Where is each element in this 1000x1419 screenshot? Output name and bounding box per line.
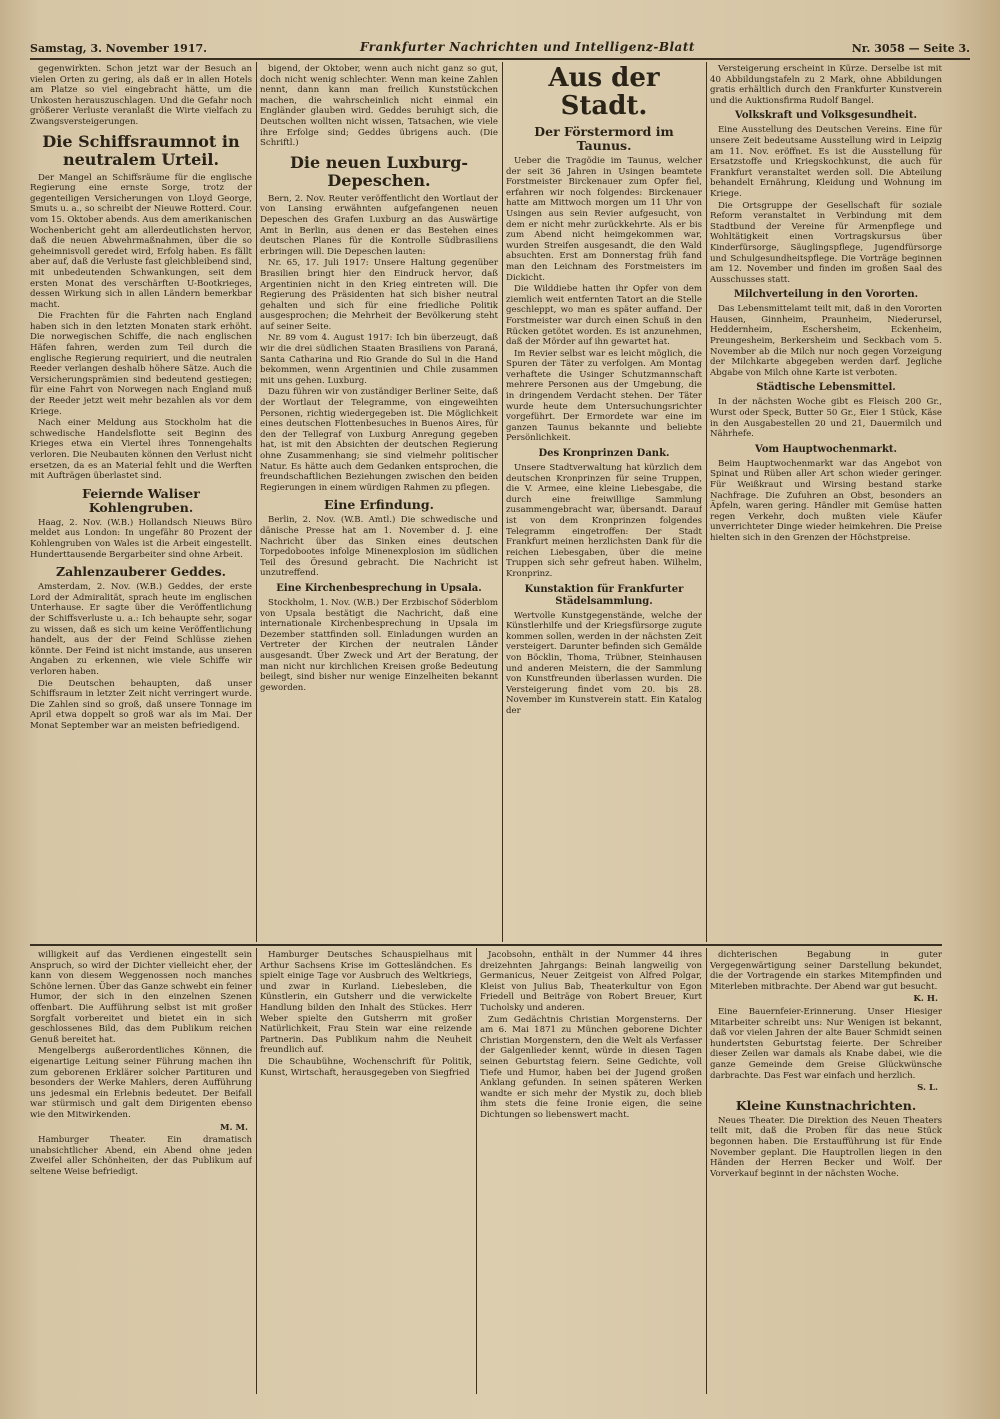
signature: S. L. (917, 1083, 938, 1094)
headline-kunstnachrichten: Kleine Kunstnachrichten. (735, 1097, 917, 1113)
paragraph: bigend, der Oktober, wenn auch nicht ganz so gut, doch nicht wenig schlechter. Wenn man keine Zahlen nennt, dann kann man freilich Kunststückchen machen, die wahrscheinlich nicht einmal ein Engländer glauben wird. Geddes beruhigt sich, die Deutschen wollten nicht wissen, Tatsachen, wie viele ihre Erfolge sind; Geddes übrigens auch. (Die Schriftl.) (260, 64, 498, 149)
paragraph: Die Deutschen behaupten, daß unser Schiffsraum in letzter Zeit nicht verringert wurde. Die Zahlen sind so groß, daß unsere Tonnage im April etwa doppelt so groß war als im Mai. Der Monat September war an meisten befriedigend. (30, 678, 252, 731)
headline-schiffsraumnot: Die Schiffsraumnot in neutralem Urteil. (42, 131, 240, 169)
section-title-aus-der-stadt: Aus der Stadt. (548, 64, 660, 121)
paragraph: Berlin, 2. Nov. (W.B. Amtl.) Die schwedische und dänische Presse hat am 1. November d. J. eine Nachricht über das Sinken eines deutschen Torpedobootes infolge Minenexplosion im südlichen Teil des Öresund gebracht. Die Nachricht ist unzutreffend. (260, 515, 498, 579)
column-rule (256, 62, 257, 942)
paragraph: willigkeit auf das Verdienen eingestellt sein Anspruch, so wird der Dichter vielleicht eher, der kann von diesem Weggenossen noch manches Schöne lernen. Über das Ganze schwebt ein feiner Humor, der sich in den einzelnen Szenen offenbart. Die Aufführung selbst ist mit großer Sorgfalt vorbereitet und bietet ein in sich geschlossenes Bild, das dem Publikum reichen Genuß bereitet hat. (30, 950, 252, 1045)
page-header (30, 28, 970, 60)
column-rule (256, 948, 257, 1394)
paragraph: gegenwirkten. Schon jetzt war der Besuch an vielen Orten zu gering, als daß er in allen Hotels am Platze so viel eingebracht hätte, um die Unkosten herauszuschlagen. Und die Gefahr noch größerer Verluste veranlaßt die Wirte vielfach zu Zwangsversteigerungen. (30, 64, 252, 127)
section-divider (30, 944, 942, 946)
paragraph: Nr. 89 vom 4. August 1917: Ich bin überzeugt, daß wir die drei südlichen Staaten Brasiliens von Paraná, Santa Catharina und Rio Grande do Sul in die Hand bekommen, wenn Argentinien und Chile zusammen mit uns gehen. Luxburg. (260, 333, 498, 386)
paragraph: Nach einer Meldung aus Stockholm hat die schwedische Handelsflotte seit Beginn des Krieges etwa ein Viertel ihres Tonnengehalts verloren. Die Neubauten können den Verlust nicht ersetzen, da es an Material fehlt und die Werften mit Aufträgen überlastet sind. (30, 418, 252, 482)
paragraph: Zum Gedächtnis Christian Morgensterns. Der am 6. Mai 1871 zu München geborene Dichter Christian Morgenstern, den die Welt als Verfasser der Galgenlieder kennt, würde in diesen Tagen seinen Geburtstag feiern. Seine Gedichte, voll Tiefe und Humor, haben bei der Jugend großen Anklang gefunden. In seinen späteren Werken wandte er sich mehr der Mystik zu, doch blieb ihm stets die feine Ironie eigen, die seine Dichtungen so liebenswert macht. (480, 1014, 702, 1120)
headline-erfindung: Eine Erfindung. (324, 497, 434, 513)
headline-kunstaktion: Kunstaktion für Frankfurter Städelsammlung. (524, 583, 684, 607)
paragraph: Hamburger Theater. Ein dramatisch unabsichtlicher Abend, ein Abend ohne jeden Zweifel aller Schönheiten, der das Publikum auf seltene Weise befriedigt. (30, 1135, 252, 1177)
bottom-column-4 (710, 950, 942, 1392)
paragraph: Die Ortsgruppe der Gesellschaft für soziale Reform veranstaltet in Verbindung mit dem Stadtbund der Vereine für Armenpflege und Wohltätigkeit einen Vortragskursus über Kinderfürsorge, Säuglingspflege, Jugendfürsorge und Schulgesundheitspflege. Die Vorträge beginnen am 12. November und finden im großen Saal des Ausschusses statt. (710, 200, 942, 285)
column-4 (710, 64, 942, 940)
column-rule (706, 948, 707, 1394)
bottom-column-1 (30, 950, 252, 1392)
paragraph: Neues Theater. Die Direktion des Neuen Theaters teilt mit, daß die Proben für das neue Stück begonnen haben. Die Erstaufführung ist für Ende November geplant. Die Hauptrollen liegen in den Händen der Herren Becker und Wolf. Der Vorverkauf beginnt in der nächsten Woche. (710, 1115, 942, 1179)
headline-foerstermord: Der Förstermord im Taunus. (534, 124, 674, 153)
headline-luxburg: Die neuen Luxburg-Depeschen. (289, 152, 469, 190)
headline-geddes: Zahlenzauberer Geddes. (55, 564, 226, 580)
paragraph: Das Lebensmittelamt teilt mit, daß in den Vororten Hausen, Ginnheim, Praunheim, Niederursel, Heddernheim, Eschersheim, Eckenheim, Preungesheim, Berkersheim und Seckbach vom 5. November ab die Milch nur noch gegen Vorzeigung der Milchkarte abgegeben werden darf. Jegliche Abgabe von Milch ohne Karte ist verboten. (710, 304, 942, 378)
paragraph: Hamburger Deutsches Schauspielhaus mit Arthur Sachsens Krise im Gottesländchen. Es spielt einige Tage vor Ausbruch des Weltkriegs, und zwar in Kurland. Liebesleben, die Künstlerin, ein Gutsherr und die verwickelte Handlung bilden den Inhalt des Stückes. Herr Weber spielte den Gutsherrn mit großer Natürlichkeit, Frau Stein war eine reizende Partnerin. Das Publikum nahm die Neuheit freundlich auf. (260, 950, 472, 1056)
headline-kohlengruben: Feiernde Waliser Kohlengruben. (82, 485, 200, 515)
paragraph: dichterischen Begabung in guter Vergegenwärtigung seiner Darstellung bekundet, die der Vortragende ein starkes Mitempfinden und Miterleben mitbrachte. Der Abend war gut besucht. (710, 950, 942, 992)
paragraph: Bern, 2. Nov. Reuter veröffentlicht den Wortlaut der von Lansing erwähnten aufgefangenen neuen Depeschen des Grafen Luxburg an das Auswärtige Amt in Berlin, aus denen er das Bestehen eines deutschen Planes für die Kontrolle Südbrasiliens erbringen will. Die Depeschen lauten: (260, 193, 498, 257)
paragraph: Unsere Stadtverwaltung hat kürzlich dem deutschen Kronprinzen für seine Truppen, die V. Armee, eine kleine Liebesgabe, die durch eine freiwillige Sammlung zusammengebracht war, übersandt. Darauf ist von dem Kronprinzen folgendes Telegramm eingetroffen: Der Stadt Frankfurt meinen herzlichsten Dank für die reichen Liebesgaben, über die meine Truppen sich sehr gefreut haben. Wilhelm, Kronprinz. (506, 463, 702, 579)
headline-volksgesundheit: Volkskraft und Volksgesundheit. (735, 110, 917, 122)
signature: K. H. (913, 994, 938, 1005)
headline-wochenmarkt: Vom Hauptwochenmarkt. (754, 443, 897, 455)
paragraph: Der Mangel an Schiffsräume für die englische Regierung eine ernste Sorge, trotz der gegenteiligen Versicherungen von Lloyd George, Smuts u. a., so schreibt der Nieuwe Rotterd. Cour. vom 15. Oktober abends. Aus dem amerikanischen Wochenbericht geht am allerdeutlichsten hervor, daß die neuen Abwehrmaßnahmen, über die so geheimnisvoll geredet wird, Erfolg haben. Es fällt aber auf, daß die Verluste fast gleichbleibend sind, mit unbedeutenden Schwankungen, seit dem ersten Monat des verschärften U-Bootkrieges, dessen Wirkung sich in allen Ländern bemerkbar macht. (30, 172, 252, 310)
paragraph: Im Revier selbst war es leicht möglich, die Spuren der Täter zu verfolgen. Am Montag verhaftete die Usinger Schutzmannschaft mehrere Personen aus der Umgebung, die in dringendem Verdacht stehen. Der Täter wurde heute dem Untersuchungsrichter vorgeführt. Der Ermordete war eine im ganzen Taunus bekannte und beliebte Persönlichkeit. (506, 348, 702, 444)
paragraph: Eine Bauernfeier-Erinnerung. Unser Hiesiger Mitarbeiter schreibt uns: Nur Wenigen ist bekannt, daß vor vielen Jahren der alte Bauer Schmidt seinen hundertsten Geburtstag feierte. Der Schreiber dieser Zeilen war damals als Knabe dabei, wie die ganze Gemeinde dem Greise Glückwünsche darbrachte. Das Fest war einfach und herzlich. (710, 1006, 942, 1081)
paragraph: Jacobsohn, enthält in der Nummer 44 ihres dreizehnten Jahrgangs: Beinah langweilig von Germanicus, Neuer Zeitgeist von Alfred Polgar, Kleist von Julius Bab, Theaterkultur von Egon Friedell und Beiträge von Robert Breuer, Kurt Tucholsky und anderen. (480, 950, 702, 1013)
column-rule (502, 62, 503, 942)
paragraph: Beim Hauptwochenmarkt war das Angebot von Spinat und Rüben aller Art schon wieder geringer. Für Weißkraut und Wirsing bestand starke Nachfrage. Die Zufuhren an Obst, besonders an Äpfeln, waren gering. Händler mit Gemüse hatten regen Verkehr, doch mußten viele Käufer unverrichteter Dinge wieder heimkehren. Die Preise hielten sich in den Grenzen der Höchstpreise. (710, 458, 942, 543)
column-rule (476, 948, 477, 1394)
signature: M. M. (219, 1122, 248, 1133)
paragraph: Dazu führen wir von zuständiger Berliner Seite, daß der Wortlaut der Telegramme, von eingeweihten Personen, richtig wiedergegeben ist. Die Möglichkeit eines deutschen Flottenbesuches in Buenos Aires, für den der Tellegraf von Luxburg Anregung gegeben hat, ist mit den Absichten der deutschen Regierung ohne Zusammenhang; sie sind vielmehr politischer Natur. Es hätte auch dem Gedanken entsprochen, die freundschaftlichen Beziehungen zwischen den beiden Regierungen in einem würdigen Rahmen zu pflegen. (260, 387, 498, 493)
column-rule (706, 62, 707, 942)
bottom-column-3 (480, 950, 702, 1392)
headline-lebensmittel: Städtische Lebensmittel. (756, 382, 896, 394)
paragraph: Versteigerung erscheint in Kürze. Derselbe ist mit 40 Abbildungstafeln zu 2 Mark, ohne Abbildungen gratis erhältlich durch den Frankfurter Kunstverein und die Auktionsfirma Rudolf Bangel. (710, 64, 942, 106)
paragraph: Amsterdam, 2. Nov. (W.B.) Geddes, der erste Lord der Admiralität, sprach heute im englischen Unterhause. Er sagte über die Veröffentlichung der Schiffsverluste u. a.: Ich behaupte sehr, sogar zu wissen, daß es sich um keine Veröffentlichung handelt, aus der der Feind Schlüsse ziehen könnte. Der Feind ist nicht imstande, aus unseren Angaben zu erkennen, wie viele Schiffe wir verloren haben. (30, 582, 252, 677)
column-1 (30, 64, 252, 940)
paragraph: Die Schaubühne, Wochenschrift für Politik, Kunst, Wirtschaft, herausgegeben von Siegfried (260, 1056, 472, 1078)
paragraph: Haag, 2. Nov. (W.B.) Hollandsch Nieuws Büro meldet aus London: In ungefähr 80 Prozent der Kohlengruben von Wales ist die Arbeit eingestellt. Hunderttausende Bergarbeiter sind ohne Arbeit. (30, 517, 252, 560)
header-date: Samstag, 3. November 1917. (30, 42, 207, 55)
paragraph: Mengelbergs außerordentliches Können, die eigenartige Leitung seiner Führung machen ihn zum geborenen Erklärer solcher Partituren und besonders der Werke Mahlers, deren Aufführung uns jedesmal ein Erlebnis bedeutet. Der Beifall war stürmisch und galt dem Dirigenten ebenso wie den Mitwirkenden. (30, 1046, 252, 1120)
column-2 (260, 64, 498, 940)
header-issue-number: Nr. 3058 — Seite 3. (851, 42, 970, 55)
column-3 (506, 64, 702, 940)
paragraph: Die Wilddiebe hatten ihr Opfer von dem ziemlich weit entfernten Tatort an die Stelle geschleppt, wo man es später auffand. Der Forstmeister war durch einen Schuß in den Rücken getötet worden. Es ist anzunehmen, daß der Mörder auf ihn gewartet hat. (506, 284, 702, 348)
paragraph: Nr. 65, 17. Juli 1917: Unsere Haltung gegenüber Brasilien bringt hier den Eindruck hervor, daß Argentinien nicht in den Krieg eintreten will. Die Regierung des Präsidenten hat sich bisher neutral gehalten und sich für eine friedliche Politik ausgesprochen; die Mehrheit der Bevölkerung steht auf seiner Seite. (260, 258, 498, 332)
paragraph: Stockholm, 1. Nov. (W.B.) Der Erzbischof Söderblom von Upsala bestätigt die Nachricht, daß eine internationale Kirchenbesprechung in Upsala im Dezember stattfinden soll. Einladungen wurden an Vertreter der Kirchen der neutralen Länder ausgesandt. Über Zweck und Art der Beratung, der man nicht nur kirchlichen Kreisen große Bedeutung beilegt, sind bisher nur wenige Einzelheiten bekannt geworden. (260, 597, 498, 693)
headline-kronprinzen-dank: Des Kronprinzen Dank. (538, 448, 670, 460)
headline-milchverteilung: Milchverteilung in den Vororten. (733, 289, 919, 301)
bottom-column-2 (260, 950, 472, 1392)
header-paper-title: Frankfurter Nachrichten und Intelligenz-Blatt (360, 40, 695, 54)
paragraph: Die Frachten für die Fahrten nach England haben sich in den letzten Monaten stark erhöht. Die norwegischen Schiffe, die nach englischen Häfen fahren, werden zum Teil durch die englische Regierung requiriert, und die neutralen Reeder verlangen deshalb höhere Sätze. Auch die Versicherungsprämien sind bedeutend gestiegen; für eine Fahrt von Norwegen nach England muß der Reeder jetzt weit mehr bezahlen als vor dem Kriege. (30, 311, 252, 417)
paragraph: Ueber die Tragödie im Taunus, welcher der seit 36 Jahren in Usingen beamtete Forstmeister Birckenauer zum Opfer fiel, erfahren wir noch folgendes: Birckenauer hatte am Mittwoch morgen um 11 Uhr von Usingen aus sein Revier aufgesucht, von dem er nicht mehr zurückkehrte. Als er bis zum Abend nicht heimgekommen war, wurden Streifen ausgesandt, die den Wald absuchten. Erst am Donnerstag früh fand man den Leichnam des Forstmeisters im Dickicht. (506, 156, 702, 283)
headline-upsala: Eine Kirchenbesprechung in Upsala. (276, 582, 482, 594)
paragraph: Wertvolle Kunstgegenstände, welche der Künstlerhilfe und der Kriegsfürsorge zugute kommen sollen, werden in der nächsten Zeit versteigert. Darunter befinden sich Gemälde von Böcklin, Thoma, Trübner, Steinhausen und anderen Meistern, die der Sammlung von Kunstfreunden überlassen wurden. Die Versteigerung findet vom 20. bis 28. November im Kunstverein statt. Ein Katalog der (506, 610, 702, 716)
paragraph: Eine Ausstellung des Deutschen Vereins. Eine für unsere Zeit bedeutsame Ausstellung wird in Leipzig am 11. Nov. eröffnet. Es ist die Ausstellung für Ersatzstoffe und Kriegskochkunst, die auch für Frankfurt veranstaltet werden soll. Die Abteilung behandelt Ernährung, Kleidung und Wohnung im Kriege. (710, 125, 942, 199)
paragraph: In der nächsten Woche gibt es Fleisch 200 Gr., Wurst oder Speck, Butter 50 Gr., Eier 1 Stück, Käse in den Ausgabestellen 20 und 21, Dauermilch und Nährhefe. (710, 397, 942, 440)
